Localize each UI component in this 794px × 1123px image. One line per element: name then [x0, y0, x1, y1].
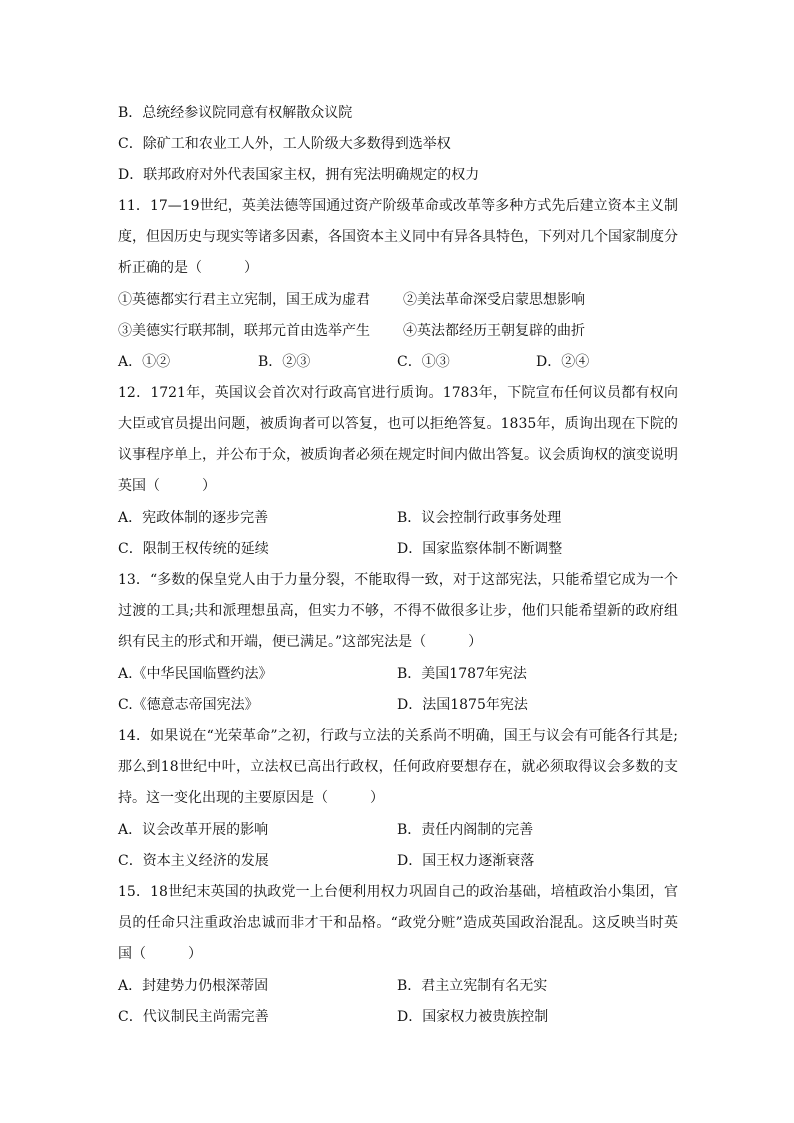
q11-statement-4: ④英法都经历王朝复辟的曲折: [403, 323, 585, 339]
q14-option-a: A．议会改革开展的影响: [118, 822, 269, 838]
q13-option-a: A.《中华民国临暨约法》: [118, 666, 273, 682]
q14-option-b: B．责任内阁制的完善: [397, 822, 534, 838]
q11-statement-1: ①英德都实行君主立宪制，国王成为虚君: [118, 292, 370, 308]
q15-option-b: B．君主立宪制有名无实: [397, 978, 548, 994]
q15-option-a: A．封建势力仍根深蒂固: [118, 978, 269, 994]
q11-option-c: C．①③: [397, 354, 450, 370]
q15-option-c: C．代议制民主尚需完善: [118, 1009, 269, 1025]
q11-option-d: D．②④: [536, 354, 590, 370]
option-b: B．总统经参议院同意有权解散众议院: [118, 105, 353, 121]
q14-option-d: D．国王权力逐渐衰落: [397, 853, 535, 869]
q12-option-c: C．限制王权传统的延续: [118, 541, 269, 557]
question-13-stem: 13．“多数的保皇党人由于力量分裂，不能取得一致，对于这部宪法，只能希望它成为一个过渡的工具;共和派理想虽高，但实力不够，不得不做很多让步，他们只能希望新的政府组织有民主的形式和开端，便已满足。”这部宪法是（ ）: [118, 572, 678, 650]
q14-option-c: C．资本主义经济的发展: [118, 853, 269, 869]
question-15-stem: 15．18世纪末英国的执政党一上台便利用权力巩固自己的政治基础，培植政治小集团，官员的任命只注重政治忠诚而非才干和品格。“政党分赃”造成英国政治混乱。这反映当时英国（ ）: [118, 884, 678, 962]
q13-option-c: C.《德意志帝国宪法》: [118, 697, 259, 713]
option-c: C．除矿工和农业工人外，工人阶级大多数得到选举权: [118, 136, 451, 152]
option-d: D．联邦政府对外代表国家主权，拥有宪法明确规定的权力: [118, 167, 480, 183]
q12-option-d: D．国家监察体制不断调整: [397, 541, 563, 557]
q11-option-a: A．①②: [118, 354, 171, 370]
q11-statement-3: ③美德实行联邦制，联邦元首由选举产生: [118, 323, 370, 339]
q12-option-b: B．议会控制行政事务处理: [397, 510, 562, 526]
question-14-stem: 14．如果说在“光荣革命”之初，行政与立法的关系尚不明确，国王与议会有可能各行其是;那么到18世纪中叶，立法权已高出行政权，任何政府要想存在，就必须取得议会多数的支持。这一变化出现的主要原因是（ ）: [118, 728, 678, 806]
q12-option-a: A．宪政体制的逐步完善: [118, 510, 269, 526]
question-12-stem: 12．1721年，英国议会首次对行政高官进行质询。1783年，下院宣布任何议员都有权向大臣或官员提出问题，被质询者可以答复，也可以拒绝答复。1835年，质询出现在下院的议事程序单上，并公布于众，被质询者必须在规定时间内做出答复。议会质询权的演变说明英国（ ）: [118, 385, 678, 494]
question-11-stem: 11．17—19世纪，英美法德等国通过资产阶级革命或改革等多种方式先后建立资本主义制度，但因历史与现实等诸多因素，各国资本主义同中有异各具特色，下列对几个国家制度分析正确的是（ ）: [118, 198, 678, 276]
q15-option-d: D．国家权力被贵族控制: [397, 1009, 549, 1025]
q11-option-b: B．②③: [258, 354, 311, 370]
q13-option-b: B．美国1787年宪法: [397, 666, 527, 682]
q13-option-d: D．法国1875年宪法: [397, 697, 528, 713]
q11-statement-2: ②美法革命深受启蒙思想影响: [403, 292, 585, 308]
